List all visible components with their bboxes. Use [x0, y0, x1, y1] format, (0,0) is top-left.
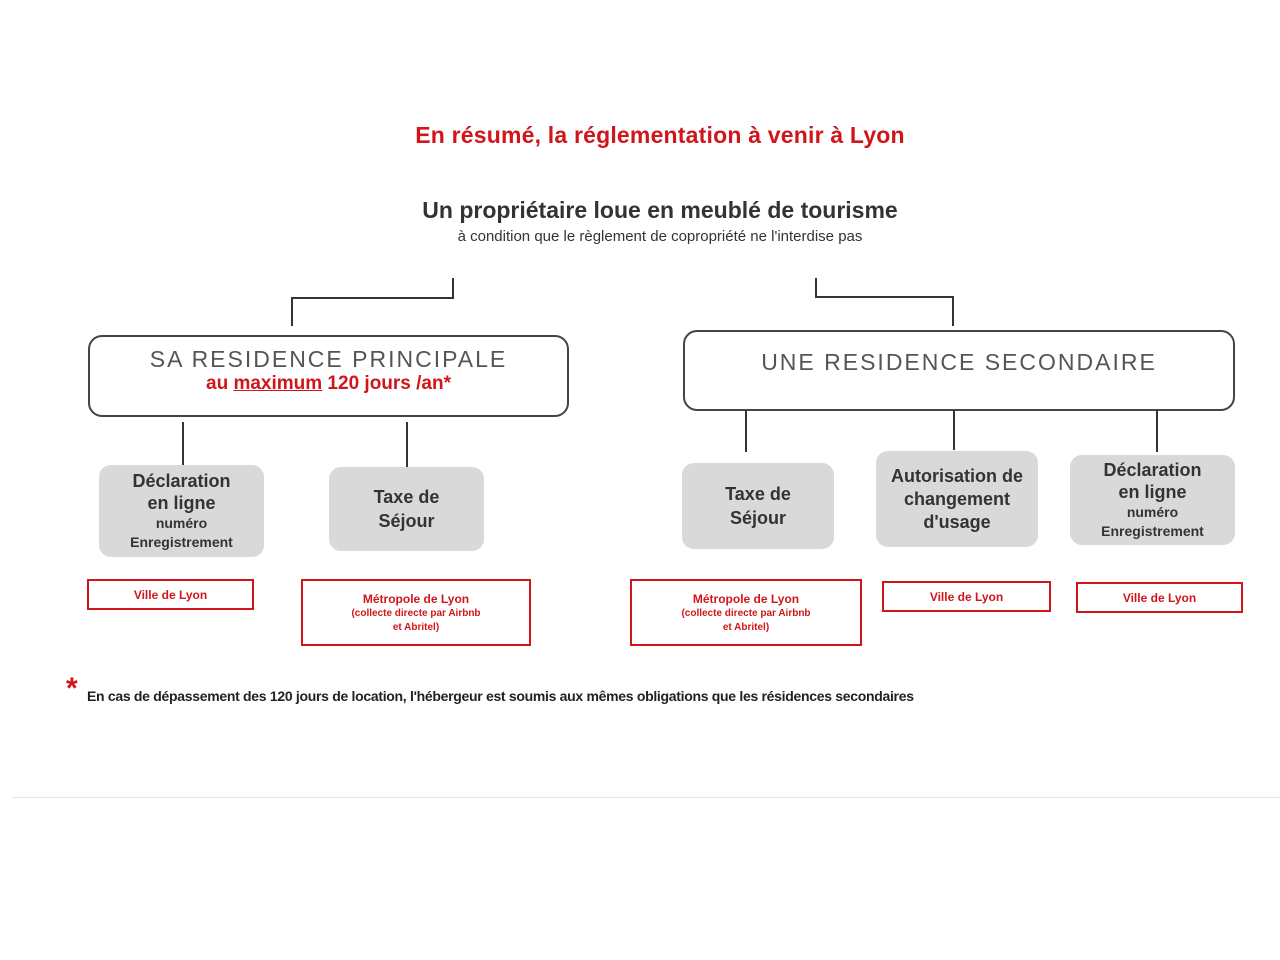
secondary-step-taxe [682, 463, 834, 549]
step-title: Déclaration en ligne [132, 471, 231, 513]
diagram-root-note: à condition que le règlement de copropriété ne l'interdise pas [457, 228, 863, 245]
principal-step-taxe [329, 467, 484, 551]
step-subtitle: numéro Enregistrement [1101, 504, 1204, 539]
principal-authority-taxe [301, 579, 531, 646]
connector-root-left-h [291, 297, 454, 299]
principal-step-declaration [99, 465, 264, 557]
authority-name: Métropole de Lyon [692, 591, 800, 606]
step-title: Taxe de Séjour [725, 484, 791, 528]
footnote-asterisk: * [66, 672, 78, 705]
authority-name: Ville de Lyon [1122, 590, 1197, 605]
page-title: En résumé, la réglementation à venir à Lyon [415, 122, 905, 148]
connector-principal-step-2 [406, 422, 408, 467]
connector-root-left-drop [291, 297, 293, 326]
limit-prefix: au [206, 373, 234, 394]
secondary-step-declaration [1070, 455, 1235, 545]
authority-name: Ville de Lyon [133, 587, 208, 602]
step-title: Déclaration en ligne [1103, 460, 1202, 502]
principal-authority-declaration [87, 579, 254, 610]
limit-emphasis: maximum [233, 373, 323, 394]
diagram-root-title: Un propriétaire loue en meublé de tourisme [422, 197, 898, 223]
connector-root-left-v [452, 278, 454, 298]
connector-principal-step-1 [182, 422, 184, 467]
connector-secondary-step-3 [1156, 410, 1158, 452]
limit-suffix: 120 jours /an* [322, 373, 451, 394]
principal-residence-box [88, 335, 569, 417]
step-title: Taxe de Séjour [373, 487, 440, 531]
principal-residence-limit [90, 373, 567, 395]
connector-root-right-v [815, 278, 817, 298]
secondary-authority-taxe [630, 579, 862, 646]
secondary-step-autorisation [876, 451, 1038, 547]
connector-secondary-step-2 [953, 410, 955, 450]
step-subtitle: numéro Enregistrement [130, 515, 233, 550]
authority-name: Métropole de Lyon [362, 591, 470, 606]
authority-note: (collecte directe par Airbnb et Abritel) [351, 607, 481, 633]
connector-root-right-drop [952, 296, 954, 326]
connector-secondary-step-1 [745, 410, 747, 452]
connector-root-right-h [815, 296, 954, 298]
principal-residence-label: SA RESIDENCE PRINCIPALE [149, 346, 508, 372]
authority-note: (collecte directe par Airbnb et Abritel) [681, 607, 811, 633]
footnote-text: En cas de dépassement des 120 jours de location, l'hébergeur est soumis aux mêmes obligations que les résidences secondaires [87, 688, 914, 704]
secondary-authority-autorisation [882, 581, 1051, 612]
secondary-authority-declaration [1076, 582, 1243, 613]
divider [12, 797, 1280, 798]
authority-name: Ville de Lyon [929, 589, 1004, 604]
secondary-residence-box [683, 330, 1235, 411]
step-title: Autorisation de changement d'usage [890, 465, 1023, 532]
secondary-residence-label: UNE RESIDENCE SECONDAIRE [761, 349, 1157, 375]
